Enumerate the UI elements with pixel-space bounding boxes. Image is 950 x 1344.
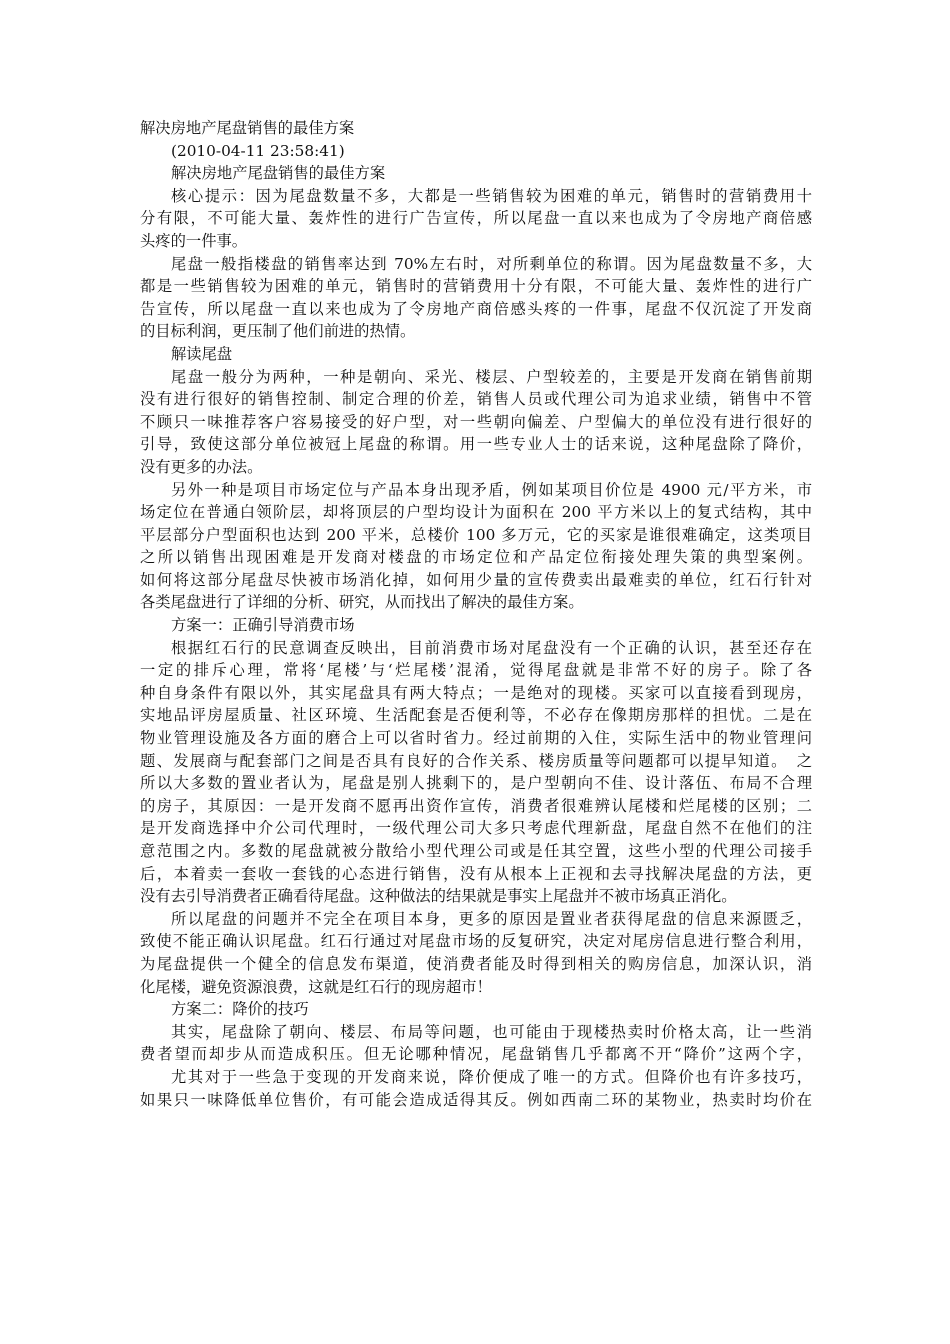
text-line: 题、发展商与配套部门之间是否具有良好的合作关系、楼房质量等问题都可以提早知道。 之: [140, 751, 812, 770]
text-line: 各类尾盘进行了详细的分析、研究，从而找出了解决的最佳方案。: [140, 593, 584, 612]
text-line: 其实，尾盘除了朝向、楼层、布局等问题，也可能由于现楼热卖时价格太高，让一些消: [171, 1022, 812, 1041]
text-line: 的房子，其原因：一是开发商不愿再出资作宣传，消费者很难辨认尾楼和烂尾楼的区别；二: [140, 796, 812, 815]
document-body: [140, 117, 812, 1111]
text-line: 意范围之内。多数的尾盘就被分散给小型代理公司或是任其空置，这些小型的代理公司接手: [140, 842, 812, 860]
text-line: 如何将这部分尾盘尽快被市场消化掉，如何用少量的宣传费卖出最难卖的单位，红石行针对: [140, 570, 812, 589]
text-line: 尾盘一般分为两种，一种是朝向、采光、楼层、户型较差的，主要是开发商在销售前期: [171, 367, 812, 386]
section-heading: 解读尾盘: [171, 344, 233, 363]
text-line: 尾盘一般指楼盘的销售率达到 70%左右时，对所剩单位的称谓。因为尾盘数量不多，大: [171, 254, 812, 273]
section-heading: 方案一：正确引导消费市场: [171, 616, 355, 635]
text-line: 种自身条件有限以外，其实尾盘具有两大特点；一是绝对的现楼。买家可以直接看到现房，: [140, 683, 812, 702]
text-line: 没有进行很好的销售控制、制定合理的价差，销售人员或代理公司为追求业绩，销售中不管: [140, 390, 812, 409]
text-line: 平层部分户型面积也达到 200 平米，总楼价 100 多万元，它的买家是谁很难确定，这类项目: [140, 525, 812, 544]
text-line: 没有更多的办法。: [140, 457, 263, 476]
section-heading: 方案二：降价的技巧: [171, 1000, 309, 1019]
text-line: 不顾只一味推荐客户容易接受的好户型，对一些朝向偏差、户型偏大的单位没有进行很好的: [140, 412, 812, 431]
text-line: 没有去引导消费者正确看待尾盘。这种做法的结果就是事实上尾盘并不被市场真正消化。: [140, 887, 737, 906]
text-line: 后，本着卖一套收一套钱的心态进行销售，没有从根本上正视和去寻找解决尾盘的方法，更: [140, 864, 812, 883]
text-line: 所以尾盘的问题并不完全在项目本身，更多的原因是置业者获得尾盘的信息来源匮乏，: [171, 909, 812, 928]
text-line: 根据红石行的民意调查反映出，目前消费市场对尾盘没有一个正确的认识，甚至还存在: [171, 638, 812, 657]
document-title: 解决房地产尾盘销售的最佳方案: [140, 119, 355, 137]
text-line: 一定的排斥心理，常将‘尾楼’与‘烂尾楼’混淆，觉得尾盘就是非常不好的房子。除了各: [140, 661, 812, 680]
text-line: 如果只一味降低单位售价，有可能会造成适得其反。例如西南二环的某物业，热卖时均价在: [140, 1090, 812, 1109]
text-line: 都是一些销售较为困难的单元，销售时的营销费用十分有限，不可能大量、轰炸性的进行广: [140, 277, 812, 296]
text-line: 是开发商选择中介公司代理时，一级代理公司大多只考虑代理新盘，尾盘自然不在他们的注: [140, 819, 812, 838]
text-line: 的目标利润，更压制了他们前进的热情。: [140, 322, 416, 341]
text-line: 告宣传，所以尾盘一直以来也成为了令房地产商倍感头疼的一件事，尾盘不仅沉淀了开发商: [140, 299, 812, 318]
text-line: 引导，致使这部分单位被冠上尾盘的称谓。用一些专业人士的话来说，这种尾盘除了降价，: [140, 435, 812, 454]
document-subtitle: 解决房地产尾盘销售的最佳方案: [171, 164, 386, 183]
text-line: 头疼的一件事。: [140, 231, 248, 250]
text-line: 尤其对于一些急于变现的开发商来说，降价便成了唯一的方式。但降价也有许多技巧，: [171, 1067, 812, 1086]
text-line: 另外一种是项目市场定位与产品本身出现矛盾，例如某项目价位是 4900 元/平方米，市: [171, 480, 812, 499]
text-line: 分有限，不可能大量、轰炸性的进行广告宣传，所以尾盘一直以来也成为了令房地产商倍感: [140, 209, 812, 228]
text-line: 实地品评房屋质量、社区环境、生活配套是否便利等，不必存在像期房那样的担忧。二是在: [140, 706, 812, 725]
document-timestamp: (2010-04-11 23:58:41): [171, 141, 345, 160]
text-line: 为尾盘提供一个健全的信息发布渠道，使消费者能及时得到相关的购房信息，加深认识，消: [140, 954, 812, 973]
text-line: 之所以销售出现困难是开发商对楼盘的市场定位和产品定位衔接处理失策的典型案例。: [140, 548, 812, 567]
text-line: 化尾楼，避免资源浪费，这就是红石行的现房超市！: [140, 977, 492, 996]
text-line: 物业管理设施及各方面的磨合上可以省时省力。经过前期的入住，实际生活中的物业管理问: [140, 729, 812, 748]
text-line: 核心提示：因为尾盘数量不多，大都是一些销售较为困难的单元，销售时的营销费用十: [171, 186, 812, 205]
text-line: 场定位在普通白领阶层，却将顶层的户型均设计为面积在 200 平方米以上的复式结构，其中: [140, 503, 812, 522]
text-line: 致使不能正确认识尾盘。红石行通过对尾盘市场的反复研究，决定对尾房信息进行整合利用，: [140, 932, 812, 951]
text-line: 费者望而却步从而造成积压。但无论哪种情况，尾盘销售几乎都离不开“降价”这两个字，: [140, 1045, 812, 1064]
text-line: 所以大多数的置业者认为，尾盘是别人挑剩下的，是户型朝向不佳、设计落伍、布局不合理: [140, 774, 812, 793]
